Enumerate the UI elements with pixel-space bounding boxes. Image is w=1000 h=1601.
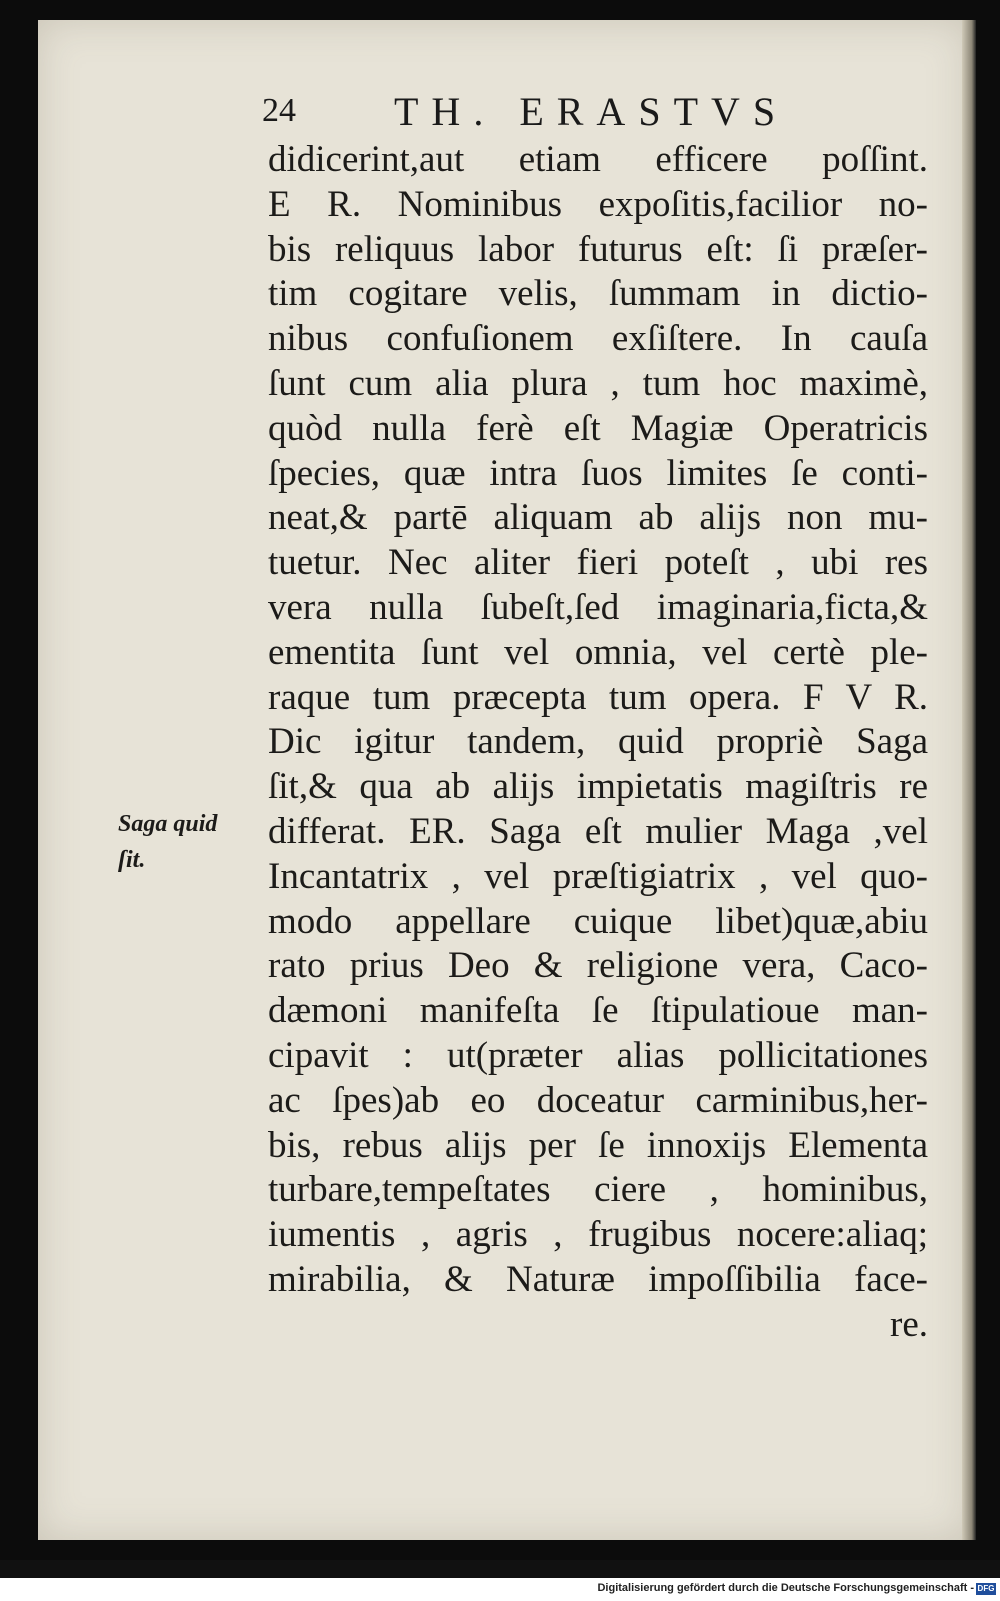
- margin-note: [118, 806, 268, 878]
- text-line: Dic igitur tandem, quid propriè Saga: [268, 721, 928, 763]
- text-line: tuetur. Nec aliter fieri poteſt , ubi res: [268, 542, 928, 584]
- text-line: E R. Nominibus expoſitis,facilior no-: [268, 183, 928, 225]
- text-line: differat. ER. Saga eſt mulier Maga ,vel: [268, 810, 928, 852]
- page-edge: [962, 20, 976, 1540]
- body-text: [268, 138, 928, 1348]
- text-line: modo appellare cuique libet)quæ,abiu: [268, 900, 928, 942]
- margin-note-line: ſit.: [118, 847, 146, 873]
- text-line: nibus confuſionem exſiſtere. In cauſa: [268, 318, 928, 360]
- text-line: didicerint,aut etiam efficere poſſint.: [268, 139, 928, 180]
- funding-credit: Digitalisierung gefördert durch die Deutsche Forschungsgemeinschaft -: [597, 1582, 974, 1594]
- margin-note-line: Saga quid: [118, 811, 218, 837]
- text-line: tim cogitare velis, ſummam in dictio-: [268, 273, 928, 315]
- text-line: mirabilia, & Naturæ impoſſibilia face-: [268, 1258, 928, 1300]
- text-line: raque tum præcepta tum opera. F V R.: [268, 676, 928, 718]
- text-line: ſit,& qua ab alijs impietatis magiſtris re: [268, 766, 928, 808]
- text-line: cipavit : ut(præter alias pollicitationes: [268, 1034, 928, 1076]
- running-head: TH. ERASTVS: [394, 89, 789, 134]
- footer-bar: [0, 1578, 1000, 1601]
- text-line: quòd nulla ferè eſt Magiæ Operatricis: [268, 407, 928, 449]
- text-line: neat,& partē aliquam ab alijs non mu-: [268, 497, 928, 539]
- text-line: iumentis , agris , frugibus nocere:aliaq;: [268, 1214, 928, 1256]
- text-line: ementita ſunt vel omnia, vel certè ple-: [268, 631, 928, 673]
- text-line: ſpecies, quæ intra ſuos limites ſe conti-: [268, 452, 928, 494]
- text-line: dæmoni manifeſta ſe ſtipulatioue man-: [268, 990, 928, 1032]
- text-line: ac ſpes)ab eo doceatur carminibus,her-: [268, 1079, 928, 1121]
- text-line: vera nulla ſubeſt,ſed imaginaria,ficta,&: [268, 586, 928, 628]
- dfg-logo-icon: DFG: [977, 1584, 995, 1593]
- text-line: rato prius Deo & religione vera, Caco-: [268, 945, 928, 987]
- text-line: bis reliquus labor futurus eſt: ſi præſer-: [268, 228, 928, 270]
- text-line: Incantatrix , vel præſtigiatrix , vel quo-: [268, 855, 928, 897]
- catchword: re.: [890, 1303, 928, 1345]
- text-line: turbare,tempeſtates ciere , hominibus,: [268, 1169, 928, 1211]
- page-header: [262, 88, 802, 136]
- text-line: ſunt cum alia plura , tum hoc maximè,: [268, 362, 928, 404]
- text-line: bis, rebus alijs per ſe innoxijs Elementa: [268, 1124, 928, 1166]
- page-number: 24: [262, 92, 296, 129]
